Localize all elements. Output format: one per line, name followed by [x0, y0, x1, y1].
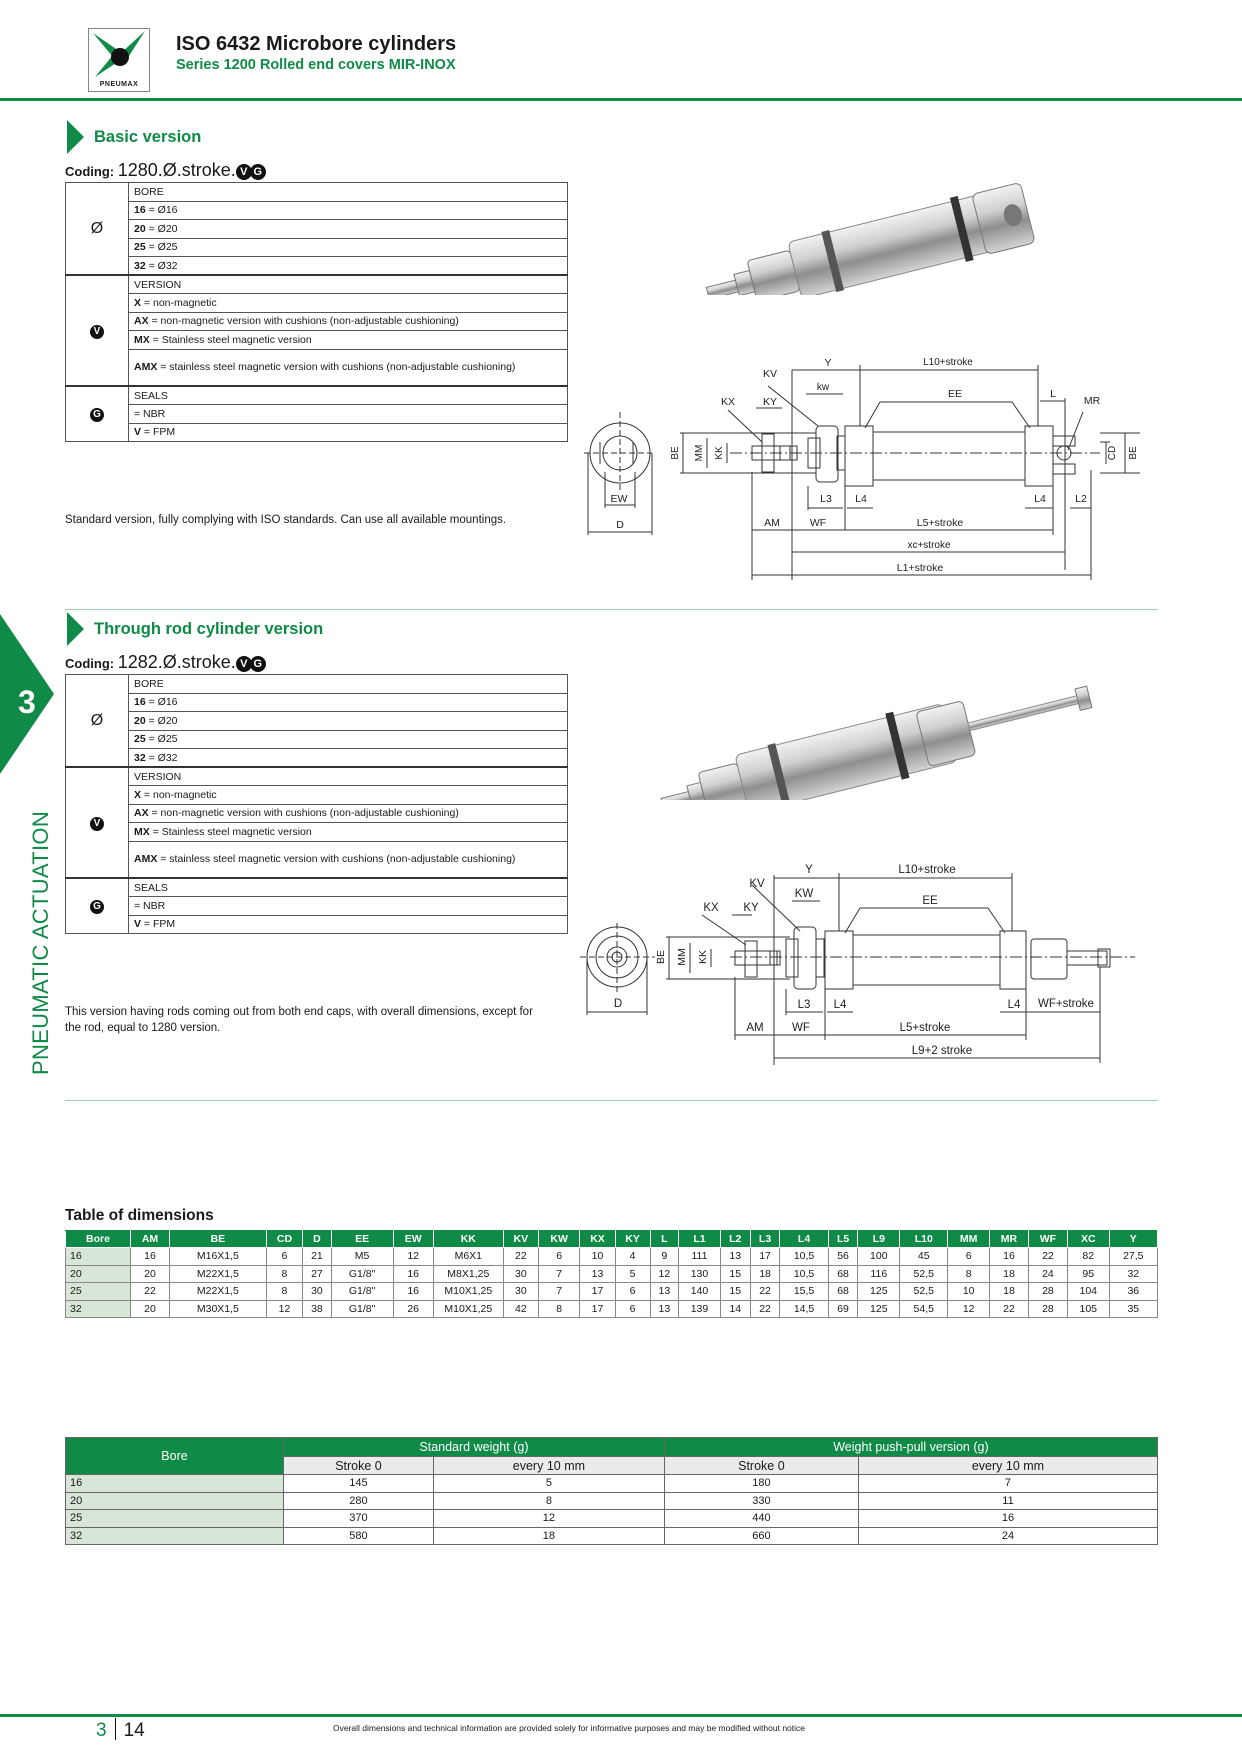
- dim-label-wf: WF: [792, 1022, 810, 1034]
- dim-cell: 54,5: [900, 1300, 948, 1318]
- coding-row: SEALS: [129, 878, 568, 897]
- dim-cell: 10,5: [780, 1265, 828, 1283]
- version-badge-icon: V: [236, 164, 252, 180]
- version-badge-icon: V: [90, 325, 104, 339]
- dim-cell: 125: [858, 1300, 900, 1318]
- dim-col-header: XC: [1067, 1231, 1109, 1248]
- dim-label-kx: KX: [720, 396, 736, 408]
- dim-label-d: D: [616, 519, 624, 531]
- dim-cell: 4: [615, 1248, 650, 1266]
- seals-badge-icon: G: [90, 408, 104, 422]
- coding-row: AX = non-magnetic version with cushions (non-adjustable cushioning): [129, 804, 568, 823]
- dim-label-ky: KY: [762, 396, 778, 408]
- dim-cell: 24: [1028, 1265, 1067, 1283]
- seals-symbol: [66, 386, 129, 442]
- dim-label-kk: KK: [697, 949, 709, 965]
- dim-col-header: KK: [433, 1231, 503, 1248]
- dim-cell: 125: [858, 1283, 900, 1301]
- section-title: Through rod cylinder version: [94, 619, 324, 638]
- coding-row: AX = non-magnetic version with cushions (non-adjustable cushioning): [129, 312, 568, 331]
- dim-label-kw: kw: [816, 382, 830, 393]
- dim-col-header: CD: [266, 1231, 302, 1248]
- dim-label-d: D: [613, 998, 623, 1010]
- bore-cell: 32: [66, 1300, 131, 1318]
- dim-cell: 10: [948, 1283, 990, 1301]
- dim-cell: 9: [650, 1248, 679, 1266]
- bore-cell: 20: [66, 1492, 284, 1510]
- dim-label-l1: L1+stroke: [896, 562, 944, 574]
- dim-cell: 7: [538, 1283, 580, 1301]
- dim-col-header: KW: [538, 1231, 580, 1248]
- dim-col-header: KX: [580, 1231, 615, 1248]
- dim-cell: 20: [131, 1265, 170, 1283]
- dim-label-l: L: [1050, 388, 1056, 400]
- dim-cell: 130: [679, 1265, 721, 1283]
- coding-row: 20 = Ø20: [129, 712, 568, 731]
- coding-row: X = non-magnetic: [129, 786, 568, 805]
- coding-line: [65, 160, 266, 181]
- section-description: Standard version, fully complying with ISO standards. Can use all available mountings.: [65, 514, 507, 526]
- weight-cell: 440: [664, 1510, 858, 1528]
- dim-cell: 16: [989, 1248, 1028, 1266]
- dim-cell: 13: [650, 1283, 679, 1301]
- seals-badge-icon: G: [250, 656, 266, 672]
- section-divider: [65, 609, 1158, 610]
- dim-cell: 69: [828, 1300, 858, 1318]
- dim-cell: 22: [131, 1283, 170, 1301]
- table-row: [66, 1283, 1158, 1301]
- dim-cell: 38: [303, 1300, 332, 1318]
- push-pull-weight-header: Weight push-pull version (g): [664, 1438, 1157, 1457]
- dim-cell: 116: [858, 1265, 900, 1283]
- bore-cell: 16: [66, 1475, 284, 1493]
- dim-cell: 36: [1109, 1283, 1157, 1301]
- dim-cell: 56: [828, 1248, 858, 1266]
- coding-row: 25 = Ø25: [129, 238, 568, 257]
- dim-cell: 35: [1109, 1300, 1157, 1318]
- dim-cell: 20: [131, 1300, 170, 1318]
- dim-cell: M10X1,25: [433, 1300, 503, 1318]
- dimension-drawing-through-rod: [580, 855, 1140, 1070]
- dimensions-table-title: Table of dimensions: [65, 1207, 214, 1224]
- dim-cell: 10: [580, 1248, 615, 1266]
- dim-cell: 45: [900, 1248, 948, 1266]
- dim-cell: 21: [303, 1248, 332, 1266]
- table-row: [66, 1265, 1158, 1283]
- per10mm-header: every 10 mm: [858, 1457, 1157, 1475]
- dim-cell: 15,5: [780, 1283, 828, 1301]
- section-title: Basic version: [94, 127, 202, 146]
- dim-col-header: EE: [331, 1231, 393, 1248]
- weight-cell: 8: [433, 1492, 664, 1510]
- dim-cell: 68: [828, 1283, 858, 1301]
- page-title: ISO 6432 Microbore cylinders: [176, 33, 457, 55]
- dim-cell: 12: [948, 1300, 990, 1318]
- dim-cell: 18: [989, 1265, 1028, 1283]
- dim-label-mm: MM: [694, 444, 705, 462]
- dim-cell: 8: [948, 1265, 990, 1283]
- dim-label-l4: L4: [833, 999, 847, 1011]
- dim-cell: 16: [393, 1283, 433, 1301]
- dim-label-l9: L9+2 stroke: [911, 1045, 973, 1057]
- dim-col-header: EW: [393, 1231, 433, 1248]
- dim-cell: 17: [580, 1283, 615, 1301]
- coding-row: V = FPM: [129, 915, 568, 934]
- dim-cell: 22: [750, 1283, 780, 1301]
- dim-label-cd: CD: [1107, 445, 1118, 461]
- dim-label-ee: EE: [922, 895, 938, 907]
- weight-cell: 24: [858, 1527, 1157, 1545]
- header-divider: [0, 98, 1242, 101]
- dim-cell: M5: [331, 1248, 393, 1266]
- dim-label-l3: L3: [797, 999, 811, 1011]
- page-separator: [115, 1718, 116, 1740]
- coding-row: 16 = Ø16: [129, 693, 568, 712]
- dim-cell: M8X1,25: [433, 1265, 503, 1283]
- dim-col-header: BE: [170, 1231, 267, 1248]
- dim-label-l5: L5+stroke: [916, 517, 964, 529]
- coding-table: [65, 182, 568, 442]
- dim-label-be: BE: [655, 949, 667, 965]
- dim-cell: 104: [1067, 1283, 1109, 1301]
- dim-cell: M16X1,5: [170, 1248, 267, 1266]
- coding-row: 25 = Ø25: [129, 730, 568, 749]
- dim-label-am: AM: [746, 1022, 764, 1034]
- weight-cell: 12: [433, 1510, 664, 1528]
- dimensions-table: [65, 1230, 1158, 1318]
- dim-col-header: WF: [1028, 1231, 1067, 1248]
- coding-row: 32 = Ø32: [129, 749, 568, 768]
- weight-cell: 5: [433, 1475, 664, 1493]
- dim-cell: 8: [538, 1300, 580, 1318]
- weight-cell: 11: [858, 1492, 1157, 1510]
- standard-weight-header: Standard weight (g): [284, 1438, 665, 1457]
- dim-cell: 30: [503, 1283, 538, 1301]
- weight-cell: 145: [284, 1475, 434, 1493]
- section-arrow-icon: [67, 120, 84, 154]
- dim-cell: 42: [503, 1300, 538, 1318]
- coding-row: = NBR: [129, 405, 568, 424]
- coding-row: SEALS: [129, 386, 568, 405]
- footer-divider: [0, 1714, 1242, 1717]
- dim-cell: M30X1,5: [170, 1300, 267, 1318]
- dim-col-header: L9: [858, 1231, 900, 1248]
- dim-col-header: Bore: [66, 1231, 131, 1248]
- table-row: [66, 1248, 1158, 1266]
- dimension-drawing-basic: [580, 350, 1140, 585]
- dim-label-be-right: BE: [1128, 446, 1139, 460]
- dim-cell: 27,5: [1109, 1248, 1157, 1266]
- dim-cell: 82: [1067, 1248, 1109, 1266]
- coding-table: [65, 674, 568, 934]
- dim-cell: 111: [679, 1248, 721, 1266]
- dim-cell: G1/8": [331, 1265, 393, 1283]
- coding-line: [65, 652, 266, 673]
- dim-cell: 6: [615, 1300, 650, 1318]
- dim-cell: 10,5: [780, 1248, 828, 1266]
- cylinder-photo: [690, 180, 1070, 295]
- dim-label-kk: KK: [714, 446, 725, 460]
- dim-cell: 14,5: [780, 1300, 828, 1318]
- chapter-number: 3: [96, 1720, 107, 1741]
- dim-cell: 28: [1028, 1283, 1067, 1301]
- coding-row: X = non-magnetic: [129, 294, 568, 313]
- pneumax-logo-icon: [89, 29, 149, 79]
- dim-cell: 139: [679, 1300, 721, 1318]
- coding-row: VERSION: [129, 275, 568, 294]
- section-description: This version having rods coming out from both end caps, with overall dimensions, except for the rod, equal to 1280 version.: [65, 1006, 533, 1034]
- weight-cell: 180: [664, 1475, 858, 1493]
- dim-cell: 14: [720, 1300, 750, 1318]
- table-row: [66, 1300, 1158, 1318]
- dim-col-header: L4: [780, 1231, 828, 1248]
- dim-cell: 5: [615, 1265, 650, 1283]
- weight-cell: 16: [858, 1510, 1157, 1528]
- dim-col-header: D: [303, 1231, 332, 1248]
- dim-cell: 26: [393, 1300, 433, 1318]
- dim-cell: M22X1,5: [170, 1283, 267, 1301]
- bore-symbol: Ø: [66, 675, 129, 768]
- table-row: [66, 1510, 1158, 1528]
- dim-label-l10: L10+stroke: [898, 864, 956, 876]
- dim-col-header: L2: [720, 1231, 750, 1248]
- weight-bore-header: Bore: [66, 1438, 284, 1475]
- coding-label: Coding:: [65, 656, 115, 671]
- dim-cell: 12: [393, 1248, 433, 1266]
- dim-col-header: KY: [615, 1231, 650, 1248]
- bore-cell: 32: [66, 1527, 284, 1545]
- dim-label-l3: L3: [820, 493, 832, 505]
- brand-logo: [88, 28, 150, 92]
- dim-label-mm: MM: [676, 948, 688, 966]
- dim-cell: G1/8": [331, 1300, 393, 1318]
- dim-label-kv: KV: [762, 368, 778, 380]
- seals-symbol: [66, 878, 129, 934]
- chapter-label: PNEUMATIC ACTUATION: [28, 810, 53, 1075]
- dim-col-header: KV: [503, 1231, 538, 1248]
- coding-row: 20 = Ø20: [129, 220, 568, 239]
- section-heading-through-rod: [67, 612, 323, 646]
- chapter-number: 3: [18, 684, 36, 720]
- dim-cell: 8: [266, 1265, 302, 1283]
- dim-cell: 12: [650, 1265, 679, 1283]
- page-number: [96, 1718, 145, 1742]
- stroke0-header: Stroke 0: [284, 1457, 434, 1475]
- dim-col-header: L: [650, 1231, 679, 1248]
- dim-cell: 22: [750, 1300, 780, 1318]
- version-badge-icon: V: [236, 656, 252, 672]
- dim-label-be: BE: [670, 446, 681, 460]
- dim-label-l10: L10+stroke: [923, 357, 973, 368]
- dim-label-l4: L4: [855, 493, 867, 505]
- coding-row: MX = Stainless steel magnetic version: [129, 331, 568, 350]
- dim-cell: 105: [1067, 1300, 1109, 1318]
- dim-cell: 6: [615, 1283, 650, 1301]
- dim-cell: 22: [989, 1300, 1028, 1318]
- coding-row: V = FPM: [129, 423, 568, 442]
- dim-label-xc: xc+stroke: [907, 540, 951, 551]
- dim-label-y: Y: [824, 357, 832, 369]
- dim-cell: 30: [503, 1265, 538, 1283]
- dim-col-header: L10: [900, 1231, 948, 1248]
- dim-col-header: MR: [989, 1231, 1028, 1248]
- dim-label-wf: WF: [809, 517, 827, 529]
- dim-cell: 32: [1109, 1265, 1157, 1283]
- page-index: 14: [123, 1720, 145, 1741]
- dim-cell: 15: [720, 1265, 750, 1283]
- bore-cell: 25: [66, 1283, 131, 1301]
- dim-cell: 30: [303, 1283, 332, 1301]
- dim-cell: 8: [266, 1283, 302, 1301]
- dim-cell: 13: [650, 1300, 679, 1318]
- dim-cell: G1/8": [331, 1283, 393, 1301]
- dim-cell: 12: [266, 1300, 302, 1318]
- dim-col-header: L5: [828, 1231, 858, 1248]
- bore-cell: 16: [66, 1248, 131, 1266]
- dim-cell: M6X1: [433, 1248, 503, 1266]
- dim-cell: 18: [750, 1265, 780, 1283]
- through-rod-cylinder-photo: [640, 670, 1100, 800]
- table-row: [66, 1527, 1158, 1545]
- dim-col-header: MM: [948, 1231, 990, 1248]
- coding-value: 1282.Ø.stroke.: [117, 652, 236, 672]
- section-heading-basic: [67, 120, 201, 154]
- dim-label-ew: EW: [610, 493, 628, 505]
- weight-cell: 7: [858, 1475, 1157, 1493]
- dim-cell: 17: [580, 1300, 615, 1318]
- stroke0-header: Stroke 0: [664, 1457, 858, 1475]
- dim-label-kw: KW: [794, 888, 814, 900]
- dim-cell: 6: [948, 1248, 990, 1266]
- coding-row: 32 = Ø32: [129, 257, 568, 276]
- dim-cell: 18: [989, 1283, 1028, 1301]
- seals-badge-icon: G: [250, 164, 266, 180]
- dim-cell: 27: [303, 1265, 332, 1283]
- dim-cell: M22X1,5: [170, 1265, 267, 1283]
- coding-row: AMX = stainless steel magnetic version with cushions (non-adjustable cushioning): [129, 841, 568, 878]
- coding-label: Coding:: [65, 164, 115, 179]
- dim-label-ky: KY: [743, 902, 759, 914]
- dim-cell: M10X1,25: [433, 1283, 503, 1301]
- dim-cell: 16: [393, 1265, 433, 1283]
- dim-cell: 15: [720, 1283, 750, 1301]
- table-row: [66, 1475, 1158, 1493]
- coding-row: MX = Stainless steel magnetic version: [129, 823, 568, 842]
- dim-cell: 95: [1067, 1265, 1109, 1283]
- dim-cell: 28: [1028, 1300, 1067, 1318]
- dim-label-l4-right: L4: [1007, 999, 1021, 1011]
- dim-cell: 13: [580, 1265, 615, 1283]
- dim-label-l2: L2: [1075, 493, 1087, 505]
- dim-label-l5: L5+stroke: [899, 1022, 951, 1034]
- bore-cell: 20: [66, 1265, 131, 1283]
- dim-cell: 13: [720, 1248, 750, 1266]
- dim-label-kx: KX: [703, 902, 719, 914]
- dim-cell: 100: [858, 1248, 900, 1266]
- weight-cell: 580: [284, 1527, 434, 1545]
- page-subtitle: Series 1200 Rolled end covers MIR-INOX: [176, 57, 456, 73]
- table-row: [66, 1492, 1158, 1510]
- dim-label-am: AM: [764, 517, 780, 529]
- coding-row: = NBR: [129, 897, 568, 916]
- footer-disclaimer: Overall dimensions and technical information are provided solely for informative purposes and may be modified without notice: [333, 1723, 805, 1733]
- coding-value: 1280.Ø.stroke.: [117, 160, 236, 180]
- section-arrow-icon: [67, 612, 84, 646]
- dimensions-header-row: [66, 1231, 1158, 1248]
- dim-cell: 22: [503, 1248, 538, 1266]
- version-badge-icon: V: [90, 817, 104, 831]
- bore-symbol: Ø: [66, 183, 129, 276]
- version-symbol: [66, 275, 129, 386]
- weight-table: [65, 1437, 1158, 1545]
- coding-row: AMX = stainless steel magnetic version with cushions (non-adjustable cushioning): [129, 349, 568, 386]
- dim-col-header: L1: [679, 1231, 721, 1248]
- dim-cell: 140: [679, 1283, 721, 1301]
- dim-col-header: L3: [750, 1231, 780, 1248]
- dim-cell: 17: [750, 1248, 780, 1266]
- dim-cell: 7: [538, 1265, 580, 1283]
- dim-label-y: Y: [805, 864, 813, 876]
- dim-cell: 52,5: [900, 1283, 948, 1301]
- coding-row: BORE: [129, 675, 568, 694]
- dim-cell: 6: [538, 1248, 580, 1266]
- dim-cell: 68: [828, 1265, 858, 1283]
- weight-cell: 330: [664, 1492, 858, 1510]
- section-divider: [65, 1100, 1158, 1101]
- weight-cell: 280: [284, 1492, 434, 1510]
- version-symbol: [66, 767, 129, 878]
- dim-label-l4-right: L4: [1034, 493, 1046, 505]
- bore-cell: 25: [66, 1510, 284, 1528]
- coding-row: 16 = Ø16: [129, 201, 568, 220]
- dim-cell: 22: [1028, 1248, 1067, 1266]
- seals-badge-icon: G: [90, 900, 104, 914]
- dim-label-ee: EE: [947, 388, 963, 400]
- dim-col-header: AM: [131, 1231, 170, 1248]
- logo-text: PNEUMAX: [99, 81, 139, 88]
- weight-cell: 370: [284, 1510, 434, 1528]
- coding-row: BORE: [129, 183, 568, 202]
- weight-cell: 660: [664, 1527, 858, 1545]
- weight-cell: 18: [433, 1527, 664, 1545]
- dim-cell: 52,5: [900, 1265, 948, 1283]
- dim-cell: 6: [266, 1248, 302, 1266]
- dim-label-wf-stroke: WF+stroke: [1038, 998, 1094, 1010]
- dim-label-mr: MR: [1083, 395, 1101, 407]
- dim-label-kv: KV: [749, 878, 765, 890]
- dim-col-header: Y: [1109, 1231, 1157, 1248]
- per10mm-header: every 10 mm: [433, 1457, 664, 1475]
- dim-cell: 16: [131, 1248, 170, 1266]
- coding-row: VERSION: [129, 767, 568, 786]
